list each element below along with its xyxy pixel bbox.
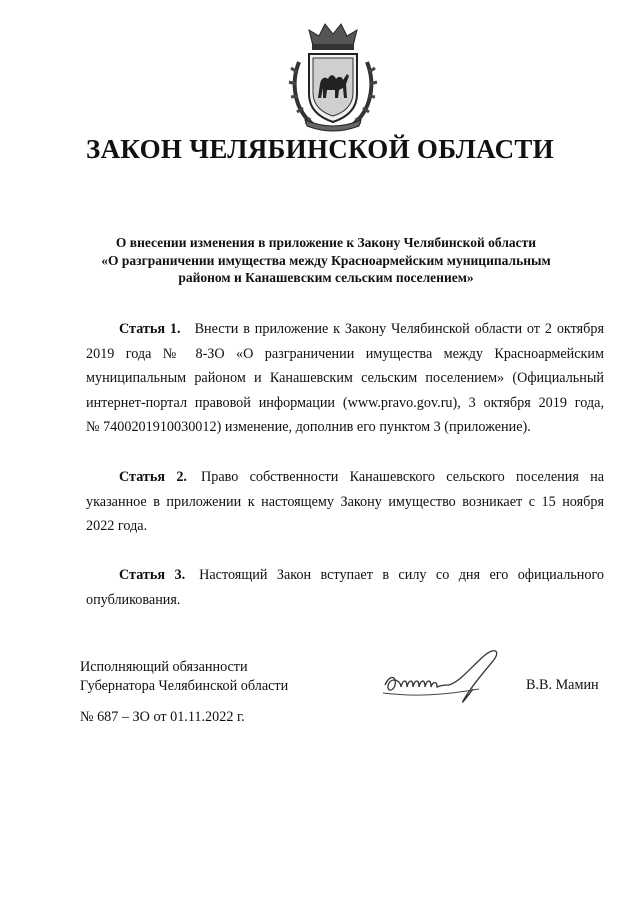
subject-line: О внесении изменения в приложение к Закону Челябинской области — [115, 235, 537, 250]
article-text-line: Внести в приложение к Закону Челябинской области от 2 октября — [194, 321, 604, 337]
law-subject — [86, 234, 566, 287]
registration-number: № 687 – ЗО от 01.11.2022 г. — [80, 709, 245, 725]
article-2 — [86, 465, 604, 539]
article-3 — [86, 563, 604, 612]
article-text-line: Право собственности Канашевского сельского поселения на — [200, 469, 604, 485]
article-text-line: № 7400201910030012) изменение, дополнив его пунктом 3 (приложение). — [86, 419, 531, 435]
chelyabinsk-coat-of-arms-icon — [285, 22, 381, 132]
article-1 — [86, 317, 604, 440]
signatory-position-line: Губернатора Челябинской области — [80, 678, 289, 694]
subject-line: районом и Канашевским сельским поселением» — [178, 270, 474, 285]
law-title: ЗАКОН ЧЕЛЯБИНСКОЙ ОБЛАСТИ — [86, 134, 554, 164]
article-text-line: 2022 года. — [86, 518, 148, 534]
subject-line: «О разграничении имущества между Красноармейским муниципальным — [101, 252, 551, 268]
signatory-name: В.В. Мамин — [526, 677, 599, 693]
article-heading: Статья 2. — [119, 469, 187, 485]
article-text-line: опубликования. — [86, 591, 181, 608]
article-text-line: указанное в приложении к настоящему Закону имущество возникает с 15 ноября — [86, 493, 604, 510]
article-heading: Статья 1. — [119, 321, 181, 337]
signatory-position — [80, 658, 288, 696]
article-heading: Статья 3. — [119, 567, 186, 583]
signatory-position-line: Исполняющий обязанности — [80, 659, 248, 675]
article-text-line: 2019 года № 8-ЗО «О разграничении имущества между Красноармейским — [86, 345, 604, 362]
article-text-line: интернет-портал правовой информации (www.pravo.gov.ru), 3 октября 2019 года, — [86, 394, 604, 411]
handwritten-signature-icon — [375, 645, 515, 707]
article-text-line: Настоящий Закон вступает в силу со дня его официального — [199, 567, 604, 583]
article-text-line: муниципальным районом и Канашевским сельским поселением» (Официальный — [86, 370, 604, 386]
